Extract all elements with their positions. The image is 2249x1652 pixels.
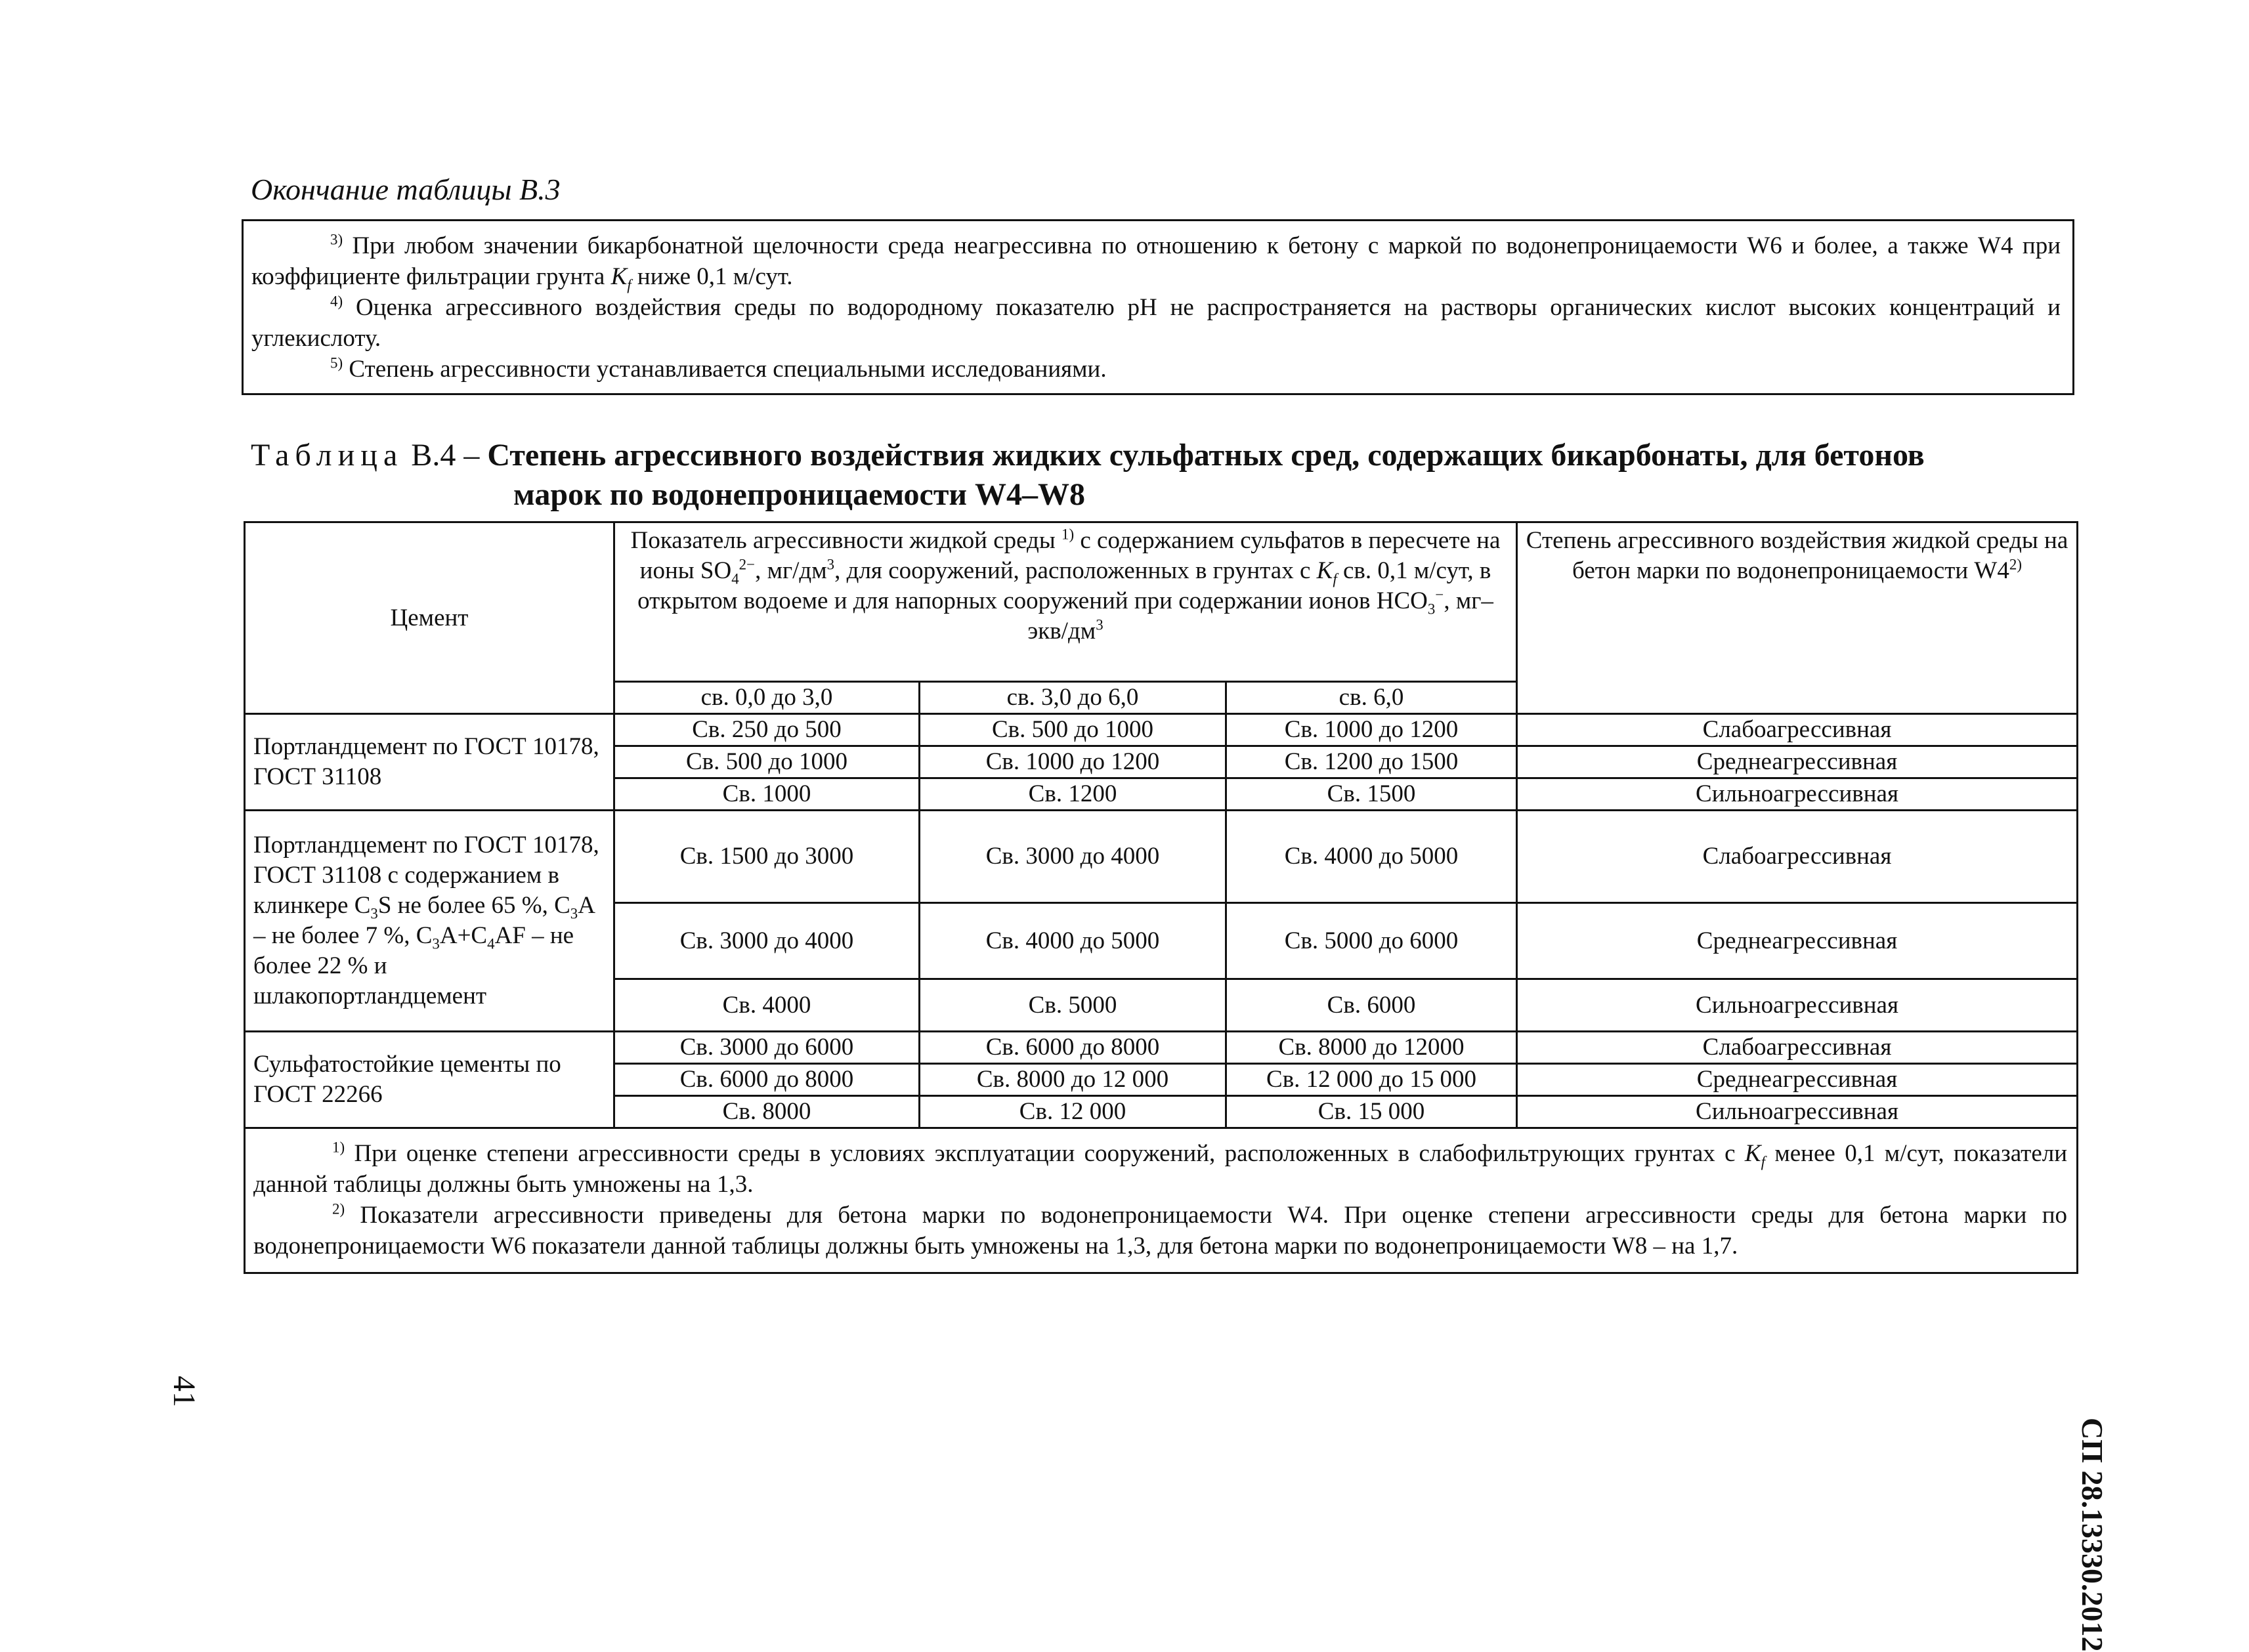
table-row: Сульфатостойкие цементы по ГОСТ 22266 Св. 3000 до 6000 Св. 6000 до 8000 Св. 8000 до 12000 Слабоагрессивная xyxy=(245,1032,2078,1064)
table-footnotes xyxy=(245,1128,2078,1273)
header-cement: Цемент xyxy=(245,522,614,714)
table-title: Степень агрессивного воздействия жидких сульфатных сред, содержащих бикарбонаты, для бетонов xyxy=(487,438,1925,473)
table-row: Св. 500 до 1000 Св. 1000 до 1200 Св. 1200 до 1500 Среднеагрессивная xyxy=(245,746,2078,778)
table-footnotes-row xyxy=(245,1128,2078,1273)
footnote-1: $^{1)}$ При оценке степени агрессивности среды в условиях эксплуатации сооружений, расположенных в слабофильтрующих грунтах с $K_f$ менее 0,1 м/сут, показатели данной таблицы должны быть умножены на 1,3. xyxy=(253,1139,2068,1198)
degree-cell: Сильноагрессивная xyxy=(1517,979,2078,1032)
table-caption: Таблица В.4 – Степень агрессивного воздействия жидких сульфатных сред, содержащих бикарбонаты, для бетонов марок по водонепроницаемости W4–W8 xyxy=(251,438,1925,512)
table-row: Портландцемент по ГОСТ 10178, ГОСТ 31108 Св. 250 до 500 Св. 500 до 1000 Св. 1000 до 1200 Слабоагрессивная xyxy=(245,714,2078,746)
table-b3-notes xyxy=(242,219,2074,395)
degree-cell: Слабоагрессивная xyxy=(1517,811,2078,903)
header-degree: Степень агрессивного воздействия жидкой среды на бетон марки по водонепроницаемости W4$^{2)}$ xyxy=(1517,522,2078,714)
degree-cell: Среднеагрессивная xyxy=(1517,903,2078,979)
note-3: $^{3)}$ При любом значении бикарбонатной щелочности среда неагрессивна по отношению к бетону с маркой по водонепроницаемости W6 и более, а также W4 при коэффициенте фильтрации грунта $K_f$ ниже 0,1 м/сут. xyxy=(251,231,2061,293)
header-indicator: Показатель агрессивности жидкой среды $^{1)}$ с содержанием сульфатов в пересчете на ионы $SO_4^{2-}$, $мг/дм^3$, для сооружений, расположенных в грунтах с $K_f$ св. 0,1 м/сут, в открытом водоеме и для напорных сооружений при содержании ионов $HCO_3^-$, $мг-экв/дм^3$ xyxy=(614,522,1517,682)
page-number: 41 xyxy=(167,1376,202,1407)
cement-portland-clinker: Портландцемент по ГОСТ 10178, ГОСТ 31108 с содержанием в клинкере $C_3S$ не более 65 %, $C_3A$ – не более 7 %, $C_3A+C_4AF$ – не более 22 % и шлакопортландцемент xyxy=(245,811,614,1032)
table-row: Св. 4000 Св. 5000 Св. 6000 Сильноагрессивная xyxy=(245,979,2078,1032)
note-4: $^{4)}$ Оценка агрессивного воздействия среды по водородному показателю pH не распространяется на растворы органических кислот высоких концентраций и углекислоту. xyxy=(251,293,2061,352)
table-row: Св. 6000 до 8000 Св. 8000 до 12 000 Св. 12 000 до 15 000 Среднеагрессивная xyxy=(245,1064,2078,1096)
cement-sulfate-resistant: Сульфатостойкие цементы по ГОСТ 22266 xyxy=(245,1032,614,1128)
subheader-col-2: св. 3,0 до 6,0 xyxy=(920,682,1226,714)
subheader-col-1: св. 0,0 до 3,0 xyxy=(614,682,920,714)
table-row: Портландцемент по ГОСТ 10178, ГОСТ 31108 с содержанием в клинкере $C_3S$ не более 65 %, $C_3A$ – не более 7 %, $C_3A+C_4AF$ – не более 22 % и шлакопортландцемент Св. 1500 до 3000 Св. 3000 до 4000 Св. 4000 до 5000 Слабоагрессивная xyxy=(245,811,2078,903)
continuation-title: Окончание таблицы В.3 xyxy=(251,173,561,206)
cement-portland: Портландцемент по ГОСТ 10178, ГОСТ 31108 xyxy=(245,714,614,811)
degree-cell: Слабоагрессивная xyxy=(1517,1032,2078,1064)
degree-cell: Сильноагрессивная xyxy=(1517,778,2078,811)
document-code: СП 28.13330.2012 xyxy=(2076,1418,2109,1652)
subheader-col-3: св. 6,0 xyxy=(1226,682,1517,714)
degree-cell: Слабоагрессивная xyxy=(1517,714,2078,746)
note-5: $^{5)}$ Степень агрессивности устанавливается специальными исследованиями. xyxy=(330,354,1107,383)
degree-cell: Сильноагрессивная xyxy=(1517,1096,2078,1128)
table-row: Св. 1000 Св. 1200 Св. 1500 Сильноагрессивная xyxy=(245,778,2078,811)
footnote-2: $^{2)}$ Показатели агрессивности приведены для бетона марки по водонепроницаемости W4. При оценке степени агрессивности среды для бетона марки по водонепроницаемости W6 показатели данной таблицы должны быть умножены на 1,3, для бетона марки по водонепроницаемости W8 – на 1,7. xyxy=(253,1200,2068,1260)
degree-cell: Среднеагрессивная xyxy=(1517,746,2078,778)
table-row: Св. 3000 до 4000 Св. 4000 до 5000 Св. 5000 до 6000 Среднеагрессивная xyxy=(245,903,2078,979)
degree-cell: Среднеагрессивная xyxy=(1517,1064,2078,1096)
table-row: Св. 8000 Св. 12 000 Св. 15 000 Сильноагрессивная xyxy=(245,1096,2078,1128)
sulfate-aggressiveness-table xyxy=(244,521,2078,1274)
